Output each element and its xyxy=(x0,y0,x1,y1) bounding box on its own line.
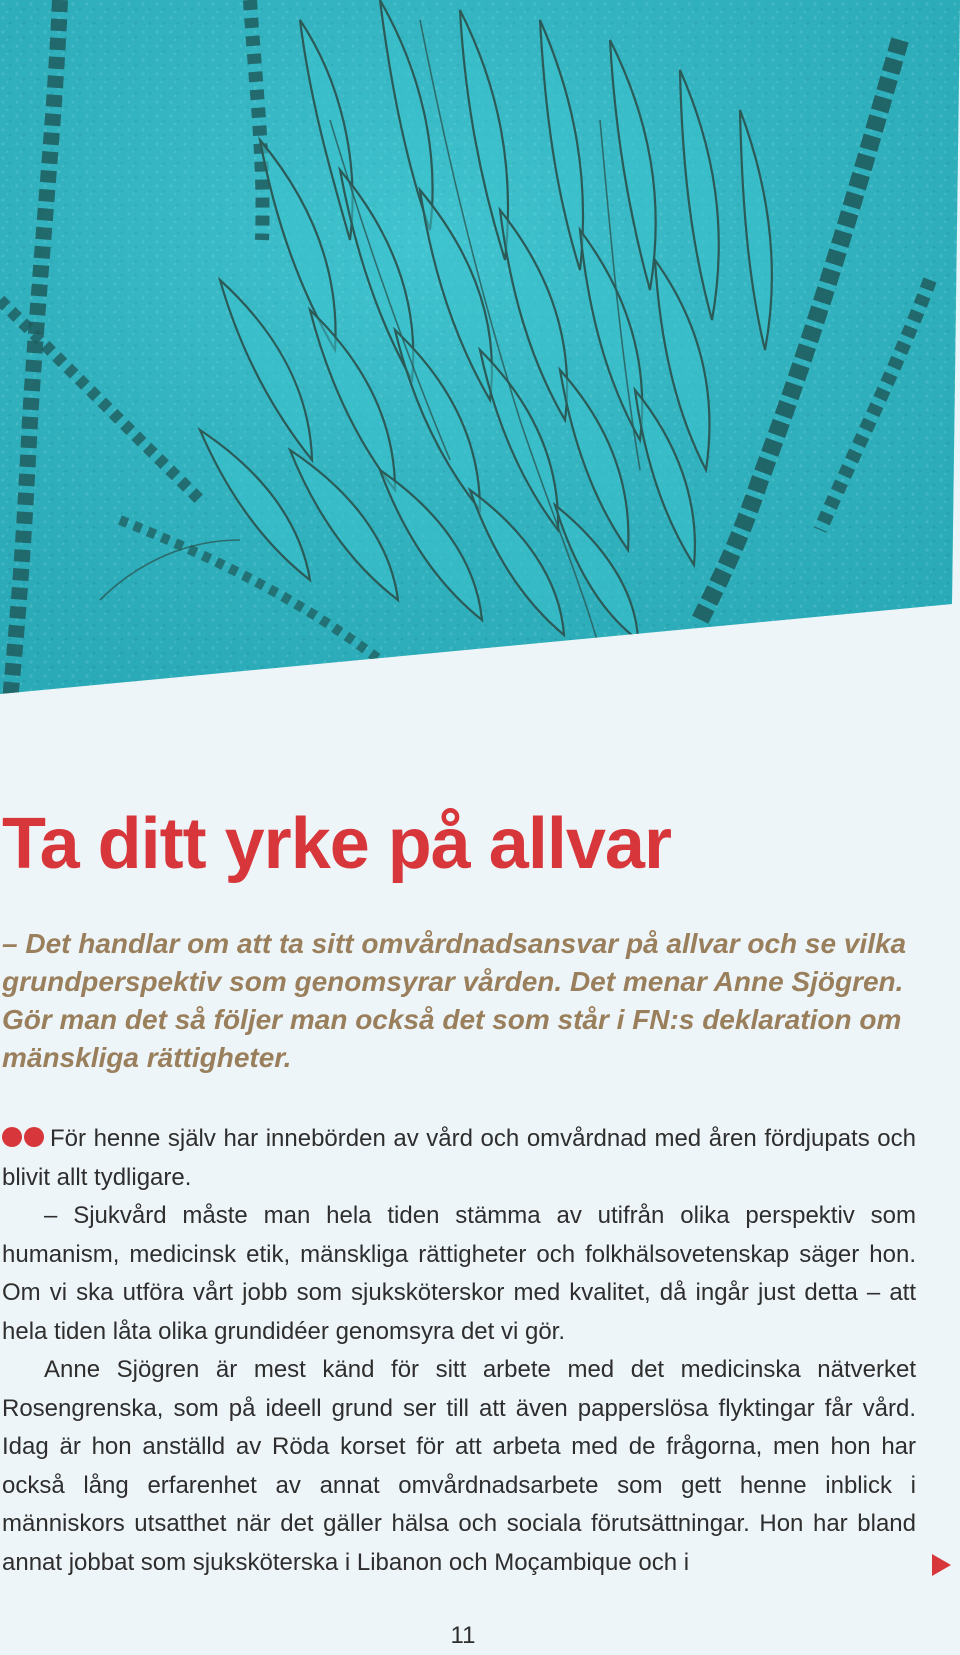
red-bullet-icon xyxy=(2,1127,22,1147)
turquoise-feather-artwork xyxy=(0,0,960,700)
red-bullet-icon xyxy=(24,1127,44,1147)
hero-image xyxy=(0,0,960,700)
paragraph-1 xyxy=(2,1120,916,1197)
paragraph-2: – Sjukvård måste man hela tiden stämma av utifrån olika perspektiv som humanism, medicinsk etik, mänskliga rättigheter och folkhälsovetenskap säger hon. Om vi ska utföra vårt jobb som sjuksköterskor med kvalitet, då ingår just detta – att hela tiden låta olika grundidéer genomsyra det vi gör. xyxy=(2,1202,916,1345)
page-number: 11 xyxy=(450,1622,476,1649)
paragraph-3: Anne Sjögren är mest känd för sitt arbete med det medicinska nätverket Rosengrenska, som på ideell grund ser till att även papperslösa flyktingar får vård. Idag är hon anställd av Röda korset för att arbeta med de frågorna, men hon har också lång erfarenhet av annat omvårdnadsarbete som gett henne inblick i människors utsatthet när det gäller hälsa och sociala förutsättningar. Hon har bland annat jobbat som sjuksköterska i Libanon och Moçambique och i xyxy=(2,1356,916,1576)
paragraph-text: För henne själv har innebörden av vård och omvårdnad med åren fördjupats och blivit allt tydligare. xyxy=(2,1125,916,1191)
bullet-icons xyxy=(2,1120,46,1159)
article-body xyxy=(2,1120,916,1582)
article-lead: – Det handlar om att ta sitt omvårdnadsansvar på allvar och se vilka grundperspektiv som genomsyrar vården. Det menar Anne Sjögren. Gör man det så följer man också det som står i FN:s deklaration om mänskliga rättigheter. xyxy=(2,928,907,1073)
continue-arrow-icon xyxy=(932,1554,951,1576)
article-title: Ta ditt yrke på allvar xyxy=(2,804,671,884)
